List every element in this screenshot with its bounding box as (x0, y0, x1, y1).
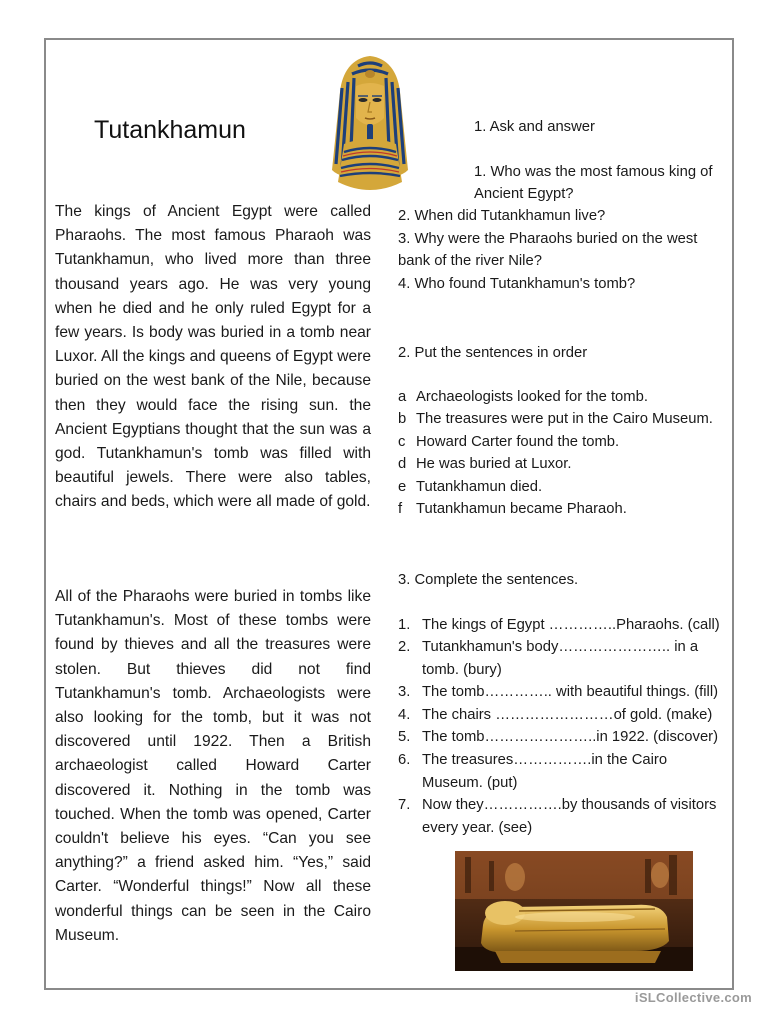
question-2: 2. When did Tutankhamun live? (398, 208, 606, 224)
order-letter: e (398, 479, 407, 495)
order-sentence: The treasures were put in the Cairo Museum. (416, 411, 713, 427)
sarcophagus-photo (455, 851, 693, 971)
order-letter: b (398, 411, 407, 427)
question-3-line-1: 3. Why were the Pharaohs buried on the west (398, 231, 698, 247)
order-letter: a (398, 389, 407, 405)
exercise-1-heading: 1. Ask and answer (474, 119, 595, 135)
question-4: 4. Who found Tutankhamun's tomb? (398, 276, 636, 292)
complete-number: 5. (398, 729, 411, 745)
page-title: Tutankhamun (94, 116, 246, 144)
complete-sentence: Tutankhamun's body………………….. in a tomb. (bury) (422, 639, 699, 678)
order-letter: d (398, 456, 407, 472)
complete-sentence: The chairs ……………………of gold. (make) (422, 707, 713, 723)
complete-number: 1. (398, 617, 411, 633)
order-sentence: Tutankhamun died. (416, 479, 543, 495)
complete-number: 2. (398, 639, 411, 655)
watermark: iSLCollective.com (634, 990, 752, 1005)
complete-number: 3. (398, 684, 411, 700)
order-sentence: Archaeologists looked for the tomb. (416, 389, 648, 405)
complete-sentence: Now they…………….by thousands of visitors every year. (see) (422, 797, 717, 836)
complete-sentence: The tomb…………………..in 1922. (discover) (422, 729, 719, 745)
order-letter: f (398, 501, 403, 517)
complete-number: 6. (398, 752, 411, 768)
complete-number: 4. (398, 707, 411, 723)
order-letter: c (398, 434, 406, 450)
question-1-line-1: 1. Who was the most famous king of (474, 164, 713, 180)
tutankhamun-mask-image (328, 52, 412, 200)
story-paragraph-1: The kings of Ancient Egypt were called Pharaohs. The most famous Pharaoh was Tutankhamun, who lived more than three thousand years ago. He was very young when he died and he only ruled Egypt for a few years. Is body was buried in a tomb near Luxor. All the kings and queens of Egypt were buried on the west bank of the Nile, because then they would face the rising sun. the Ancient Egyptians thought that the sun was a god. Tutankhamun's tomb was filled with beautiful jewels. There were also tables, chairs and beds, which were all made of gold. (55, 203, 371, 511)
question-3-line-2: bank of the river Nile? (398, 253, 542, 269)
question-1-line-2: Ancient Egypt? (474, 186, 574, 202)
order-sentence: Howard Carter found the tomb. (416, 434, 620, 450)
complete-sentence: The kings of Egypt …………..Pharaohs. (call) (422, 617, 720, 633)
complete-sentence: The treasures…………….in the Cairo Museum. (put) (422, 752, 668, 791)
complete-sentence: The tomb………….. with beautiful things. (fill) (422, 684, 719, 700)
story-paragraph-2: All of the Pharaohs were buried in tombs like Tutankhamun's. Most of these tombs were found by thieves and all the treasures were stolen. But thieves did not find Tutankhamun's tomb. Archaeologists were also looking for the tomb, but it was not discovered until 1922. Then a British archaeologist called Howard Carter discovered it. Nothing in the tomb was touched. When the tomb was opened, Carter couldn't believe his eyes. “Can you see anything?” a friend asked him. “Yes,” said Carter. “Wonderful things!” Now all these wonderful things can be seen in the Cairo Museum. (55, 588, 371, 944)
complete-number: 7. (398, 797, 411, 813)
order-sentence: Tutankhamun became Pharaoh. (416, 501, 627, 517)
exercise-3-heading: 3. Complete the sentences. (398, 572, 579, 588)
exercise-2-heading: 2. Put the sentences in order (398, 345, 588, 361)
order-sentence: He was buried at Luxor. (416, 456, 572, 472)
